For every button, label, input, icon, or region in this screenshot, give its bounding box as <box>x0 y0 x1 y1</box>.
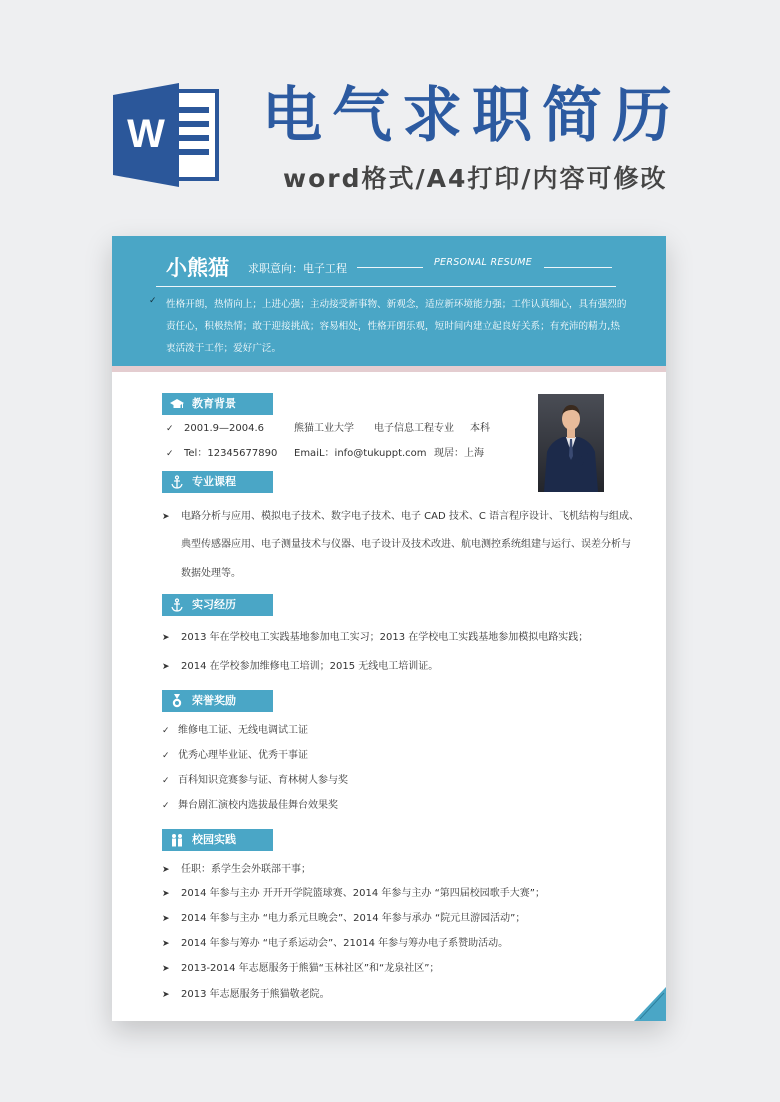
campus-item: 2014 年参与主办 开开开学院篮球赛、2014 年参与主办 “第四届校园歌手大赛”； <box>181 888 545 899</box>
section-internship <box>162 594 273 616</box>
arrow-icon: ➤ <box>162 512 170 522</box>
banner-subtitle: word格式/A4打印/内容可修改 <box>283 164 668 193</box>
arrow-icon: ➤ <box>162 964 170 974</box>
campus-item: 2014 年参与筹办 “电子系运动会”、21014 年参与筹办电子系赞助活动。 <box>181 938 509 949</box>
section-title: 荣誉奖励 <box>192 694 236 707</box>
section-title: 专业课程 <box>192 475 236 488</box>
profile-photo <box>538 394 604 492</box>
award-item: 优秀心理毕业证、优秀干事证 <box>178 750 308 761</box>
intro-line: 衷活泼于工作；爱好广泛。 <box>166 343 282 354</box>
contact-tel: Tel：12345677890 <box>184 448 278 459</box>
arrow-icon: ➤ <box>162 990 170 1000</box>
word-logo-letter: W <box>127 112 165 156</box>
personal-resume-label: PERSONAL RESUME <box>434 257 533 268</box>
intro-check-icon: ✓ <box>149 296 157 306</box>
candidate-name: 小熊猫 <box>166 256 229 280</box>
header-bottom-strip <box>112 366 666 372</box>
arrow-icon: ➤ <box>162 889 170 899</box>
resume-header <box>112 236 666 366</box>
internship-item: 2014 在学校参加维修电工培训；2015 无线电工培训证。 <box>181 661 439 672</box>
word-icon <box>113 83 220 187</box>
medal-icon <box>170 694 184 708</box>
graduation-cap-icon <box>170 397 184 411</box>
arrow-icon: ➤ <box>162 662 170 672</box>
banner-title: 电气求职简历 <box>262 81 682 151</box>
arrow-icon: ➤ <box>162 939 170 949</box>
campus-item: 2013 年志愿服务于熊猫敬老院。 <box>181 989 330 1000</box>
campus-item: 2013-2014 年志愿服务于熊猫“玉林社区”和“龙泉社区”； <box>181 963 440 974</box>
award-item: 百科知识竞赛参与证、育林树人参与奖 <box>178 775 348 786</box>
self-intro <box>166 294 628 360</box>
check-icon: ✓ <box>162 726 170 736</box>
anchor-icon <box>170 598 184 612</box>
campus-item: 2014 年参与主办 “电力系元旦晚会”、2014 年参与承办 “院元旦游园活动”； <box>181 913 526 924</box>
contact-location: 现居：上海 <box>434 448 484 459</box>
arrow-icon: ➤ <box>162 914 170 924</box>
education-major: 电子信息工程专业 <box>374 423 454 434</box>
corner-triangle-decoration <box>634 987 666 1021</box>
people-icon <box>170 833 184 847</box>
intro-line: 责任心，积极热情；敢于迎接挑战；容易相处，性格开朗乐观，短时间内建立起良好关系；有充沛的精力,热 <box>166 321 620 332</box>
section-campus <box>162 829 273 851</box>
anchor-icon <box>170 475 184 489</box>
word-logo <box>113 83 220 187</box>
education-school: 熊猫工业大学 <box>294 423 354 434</box>
section-title: 实习经历 <box>192 598 236 611</box>
arrow-icon: ➤ <box>162 633 170 643</box>
award-item: 舞台剧汇演校内选拔最佳舞台效果奖 <box>178 800 338 811</box>
section-education <box>162 393 273 415</box>
resume-sheet <box>112 236 666 1021</box>
contact-email: EmaiL：info@tukuppt.com <box>294 448 427 459</box>
course-line: 电路分析与应用、模拟电子技术、数字电子技术、电子 CAD 技术、C 语言程序设计、飞机结构与组成、 <box>181 511 640 522</box>
internship-item: 2013 年在学校电工实践基地参加电工实习；2013 在学校电工实践基地参加模拟电路实践； <box>181 632 589 643</box>
arrow-icon: ➤ <box>162 865 170 875</box>
course-line: 数据处理等。 <box>181 568 241 579</box>
header-divider-1 <box>357 267 423 268</box>
person-portrait-icon <box>538 394 604 492</box>
education-period: 2001.9—2004.6 <box>184 423 264 434</box>
header-divider-2 <box>544 267 612 268</box>
intro-line: 性格开朗，热情向上；上进心强；主动接受新事物、新观念，适应新环境能力强；工作认真细心，具有强烈的 <box>166 299 627 310</box>
header-divider-long <box>156 286 616 287</box>
award-item: 维修电工证、无线电调试工证 <box>178 725 308 736</box>
check-icon: ✓ <box>162 801 170 811</box>
job-intent: 求职意向：电子工程 <box>248 262 347 275</box>
section-title: 校园实践 <box>192 833 236 846</box>
check-icon: ✓ <box>166 449 174 459</box>
check-icon: ✓ <box>162 751 170 761</box>
section-courses <box>162 471 273 493</box>
check-icon: ✓ <box>162 776 170 786</box>
section-awards <box>162 690 273 712</box>
section-title: 教育背景 <box>192 397 236 410</box>
campus-item: 任职：系学生会外联部干事； <box>181 864 311 875</box>
education-degree: 本科 <box>470 423 490 434</box>
course-line: 典型传感器应用、电子测量技术与仪器、电子设计及技术改进、航电测控系统组建与运行、误差分析与 <box>181 539 631 550</box>
check-icon: ✓ <box>166 424 174 434</box>
